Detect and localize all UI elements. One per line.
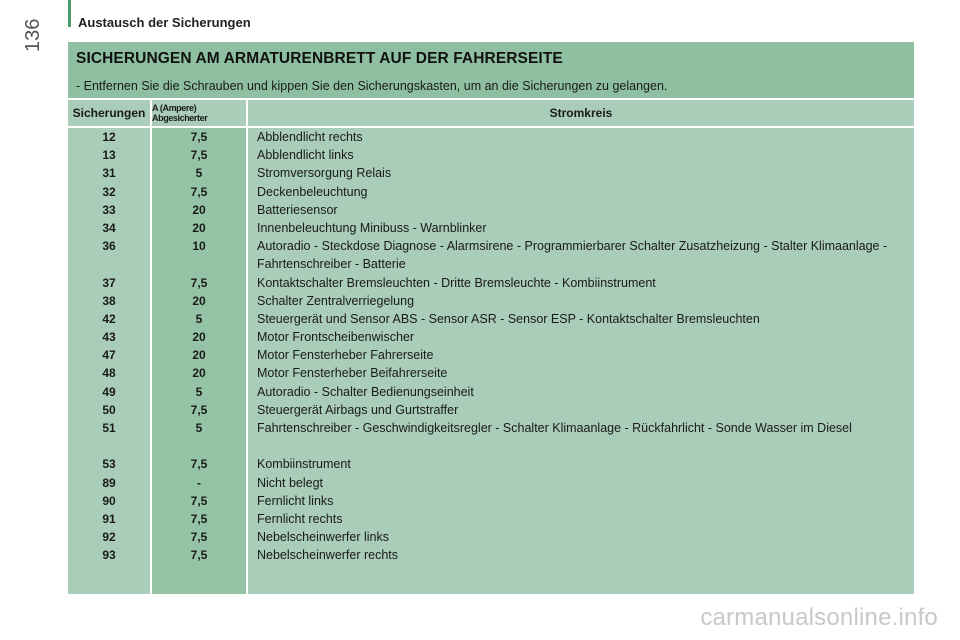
fuse-ampere: 7,5 [190,130,208,144]
fuse-circuit: Motor Fensterheber Fahrerseite [257,348,434,363]
column-header-ampere: A (Ampere) Abgesicherter [152,100,246,126]
table-row [68,237,914,273]
fuse-ampere: 7,5 [190,275,208,290]
fuse-ampere: 20 [192,348,206,363]
column-header-fuse: Sicherungen [68,100,150,126]
fuse-number: 36 [102,239,116,254]
table-row [68,364,914,382]
fuse-ampere: 5 [195,311,203,326]
fuse-ampere: 5 [195,166,203,181]
fuse-number: 89 [102,475,116,490]
fuse-circuit: Fernlicht rechts [257,511,343,526]
fuse-ampere: 7,5 [190,184,208,199]
fuse-circuit: Autoradio - Schalter Bedienungseinheit [257,384,474,399]
fuse-number: 31 [102,166,116,181]
fuse-circuit: Kontaktschalter Bremsleuchten - Dritte Bremsleuchte - Kombiinstrument [257,275,656,290]
fuse-table-panel [68,42,914,594]
table-row [68,219,914,237]
fuse-circuit: Nebelscheinwerfer rechts [257,548,399,563]
fuse-circuit: Abblendlicht rechts [257,130,363,144]
fuse-number: 50 [102,402,116,417]
fuse-ampere: 20 [192,366,206,381]
table-row [68,146,914,164]
section-accent-bar [68,0,71,27]
fuse-ampere: 7,5 [190,457,208,472]
fuse-number: 33 [102,202,116,217]
fuse-circuit: Motor Fensterheber Beifahrerseite [257,366,448,381]
table-row [68,546,914,564]
fuse-circuit: Steuergerät und Sensor ABS - Sensor ASR - Sensor ESP - Kontaktschalter Bremsleuchten [257,311,760,326]
fuse-number: 48 [102,366,116,381]
fuse-number: 13 [102,148,116,163]
watermark: carmanualsonline.info [700,604,938,631]
fuse-number: 34 [102,220,116,235]
column-header-circuit: Stromkreis [248,100,914,126]
fuse-number: 91 [102,511,116,526]
panel-header [68,42,914,98]
fuse-number: 93 [102,548,116,563]
table-row [68,292,914,310]
fuse-circuit: Fernlicht links [257,493,334,508]
fuse-circuit: Kombiinstrument [257,457,351,472]
fuse-number: 43 [102,330,116,345]
fuse-circuit: Autoradio - Steckdose Diagnose - Alarmsirene - Programmierbarer Schalter Zusatzheizung - Stalter Klimaanlage - Fahrtenschreiber - Batterie [257,239,888,272]
fuse-ampere: 7,5 [190,493,208,508]
fuse-circuit: Schalter Zentralverriegelung [257,293,415,308]
panel-description: - Entfernen Sie die Schrauben und kippen Sie den Sicherungskasten, um an die Sicherungen zu gelangen. [76,79,668,93]
fuse-ampere: 5 [195,384,203,399]
fuse-circuit: Fahrtenschreiber - Geschwindigkeitsregler - Schalter Klimaanlage - Rückfahrlicht - Sonde Wasser im Diesel [257,421,852,436]
fuse-circuit: Motor Frontscheibenwischer [257,330,415,345]
table-row [68,346,914,364]
fuse-number: 90 [102,493,116,508]
table-row [68,474,914,492]
fuse-circuit: Batteriesensor [257,202,338,217]
fuse-number: 51 [102,421,116,436]
fuse-number: 49 [102,384,116,399]
panel-title: SICHERUNGEN AM ARMATURENBRETT AUF DER FAHRERSEITE [76,50,563,67]
fuse-number: 32 [102,184,116,199]
table-row [68,164,914,182]
table-row [68,310,914,328]
fuse-ampere: 7,5 [190,511,208,526]
fuse-circuit: Abblendlicht links [257,148,354,163]
table-row [68,510,914,528]
table-row [68,492,914,510]
fuse-number: 37 [102,275,116,290]
fuse-ampere: 20 [192,293,206,308]
table-row [68,201,914,219]
fuse-circuit: Steuergerät Airbags und Gurtstraffer [257,402,459,417]
fuse-number: 53 [102,457,116,472]
table-row [68,455,914,473]
fuse-ampere: 20 [192,220,206,235]
fuse-ampere: 5 [195,421,203,436]
table-row [68,383,914,401]
table-row [68,274,914,292]
table-row [68,528,914,546]
table-row [68,328,914,346]
fuse-number: 47 [102,348,116,363]
table-row [68,419,914,455]
fuse-ampere: 7,5 [190,402,208,417]
fuse-ampere: 20 [192,330,206,345]
fuse-ampere: - [197,475,201,490]
fuse-ampere: 7,5 [190,548,208,563]
page-number: 136 [22,18,44,52]
fuse-circuit: Innenbeleuchtung Minibuss - Warnblinker [257,220,487,235]
fuse-circuit: Stromversorgung Relais [257,166,392,181]
fuse-circuit: Nicht belegt [257,475,324,490]
fuse-table-body [68,128,914,565]
fuse-circuit: Nebelscheinwerfer links [257,530,390,545]
section-title: Austausch der Sicherungen [78,15,251,30]
fuse-circuit: Deckenbeleuchtung [257,184,368,199]
fuse-number: 92 [102,530,116,545]
fuse-number: 12 [102,130,116,144]
table-row [68,183,914,201]
fuse-number: 42 [102,311,116,326]
fuse-ampere: 20 [192,202,206,217]
fuse-ampere: 7,5 [190,530,208,545]
fuse-ampere: 10 [192,239,206,254]
fuse-number: 38 [102,293,116,308]
table-row [68,401,914,419]
table-row [68,128,914,146]
fuse-ampere: 7,5 [190,148,208,163]
